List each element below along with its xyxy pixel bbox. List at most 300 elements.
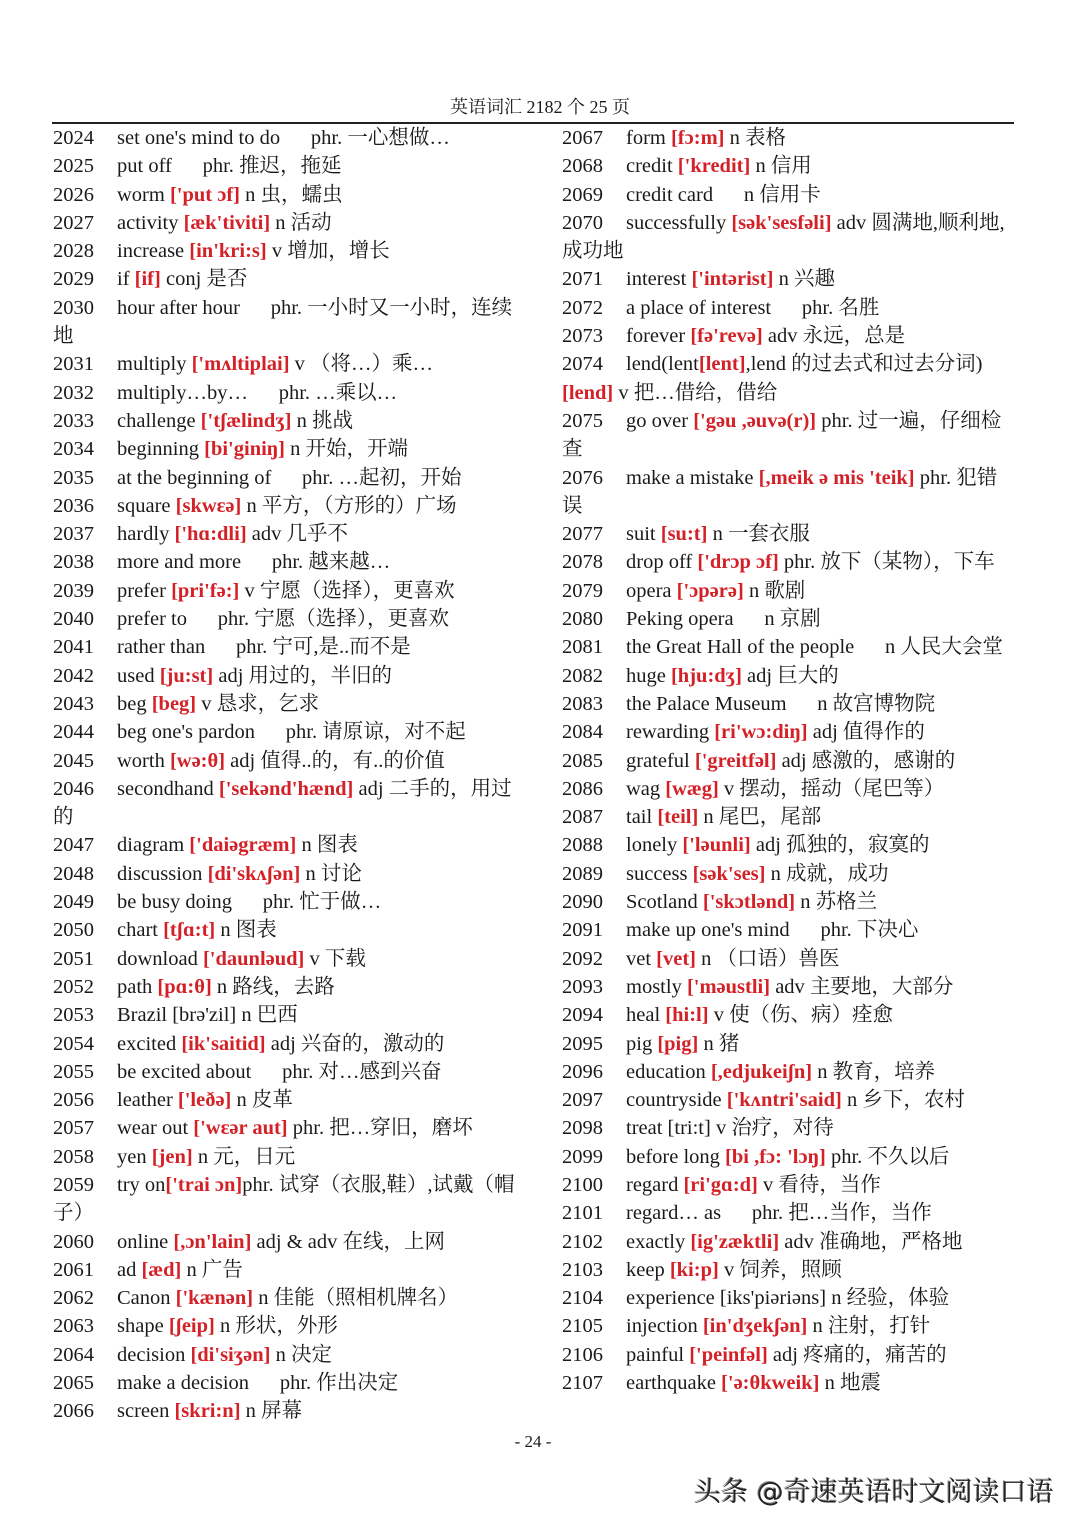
entry-definition: 作出决定 — [316, 1372, 399, 1395]
entry-definition: 故宫博物院 — [832, 692, 936, 715]
entry-word: increase — [117, 240, 185, 263]
entry-word: forever — [626, 325, 686, 348]
entry-word: grateful — [626, 749, 690, 772]
entry-definition: 圆满地,顺利地,成功地 — [562, 211, 1005, 263]
entry-phonetic: [ri'wɔ:diŋ] — [714, 721, 808, 744]
entry-definition: 图表 — [316, 834, 358, 857]
entry-number: 2096 — [562, 1060, 603, 1083]
entry-word: vet — [626, 947, 652, 970]
entry-definition: 使（伤、病）痊愈 — [729, 1004, 894, 1027]
entry-word: huge — [626, 664, 666, 687]
vocab-entry — [562, 1341, 1016, 1369]
vocab-entry — [562, 209, 1016, 266]
entry-part-of-speech: phr. — [751, 1202, 784, 1225]
entry-definition: 巨大的 — [777, 664, 839, 687]
entry-word: Peking opera — [626, 608, 734, 631]
entry-definition: 犯错误 — [562, 466, 998, 517]
entry-phonetic: ['kænən] — [175, 1287, 254, 1310]
entry-number: 2092 — [562, 947, 603, 970]
entry-part-of-speech: phr. — [262, 891, 295, 914]
vocab-entry — [562, 633, 1016, 661]
entry-word: excited — [117, 1032, 177, 1055]
entry-phonetic: [ik'saitid] — [181, 1032, 266, 1055]
entry-part-of-speech: n — [290, 438, 301, 461]
entry-definition: 几乎不 — [286, 523, 349, 546]
entry-part-of-speech: phr. — [217, 608, 250, 631]
vocab-entry — [562, 577, 1016, 605]
vocab-entry — [53, 945, 523, 973]
entry-word: hour after hour — [117, 296, 240, 319]
entry-definition: 挑战 — [311, 409, 353, 432]
vocab-entry — [53, 1397, 523, 1425]
entry-phonetic: ['wɛər aut] — [193, 1117, 288, 1140]
entry-phonetic: ['gəu ,əuvə(r)] — [693, 409, 817, 432]
entry-number: 2046 — [53, 777, 94, 800]
vocab-entry — [53, 379, 523, 407]
vocab-entry — [562, 1114, 1016, 1142]
entry-part-of-speech: phr. — [279, 1372, 312, 1395]
entry-phonetic: ['drɔp ɔf] — [697, 551, 779, 574]
entry-definition: 平方，（方形的）广场 — [261, 494, 457, 517]
entry-definition: （口语）兽医 — [716, 947, 840, 970]
entry-number: 2063 — [53, 1315, 94, 1338]
entry-part-of-speech: n — [778, 268, 789, 291]
vocab-entry — [562, 548, 1016, 576]
entry-definition: 一小时又一小时，连续地 — [53, 296, 513, 348]
entry-phonetic: [jen] — [151, 1145, 193, 1168]
vocab-entry — [562, 945, 1016, 973]
entry-definition: 广告 — [201, 1258, 243, 1281]
entry-word: challenge — [117, 409, 196, 432]
vocab-entry — [562, 124, 1016, 152]
entry-definition: …起初，开始 — [338, 466, 462, 489]
entry-word: make a mistake — [626, 466, 754, 489]
entry-phonetic: ['daunləud] — [202, 947, 305, 970]
entry-word: ad — [117, 1258, 137, 1281]
entry-word: successfully — [626, 211, 727, 234]
entry-phonetic: ['daiəgræm] — [189, 834, 297, 857]
entry-word: the Palace Museum — [626, 692, 787, 715]
entry-part-of-speech: phr. — [285, 721, 318, 744]
entry-part-of-speech: adv — [784, 1230, 814, 1253]
vocab-entry — [562, 1058, 1016, 1086]
entry-definition: 值得..的，有..的价值 — [260, 749, 445, 772]
entry-part-of-speech: phr. — [242, 1173, 274, 1196]
entry-part-of-speech: n — [831, 1287, 842, 1310]
entry-number: 2040 — [53, 608, 94, 631]
entry-part-of-speech: n — [216, 975, 228, 998]
entry-word: prefer to — [117, 608, 187, 631]
entry-word: before long — [626, 1145, 720, 1168]
entry-phonetic: [æd] — [141, 1258, 182, 1281]
entry-number: 2084 — [562, 721, 603, 744]
vocab-entry — [562, 860, 1016, 888]
entry-definition: 忙于做… — [299, 891, 382, 914]
entry-word: beginning — [117, 438, 199, 461]
entry-definition: 歌剧 — [764, 579, 806, 602]
entry-word: exactly — [626, 1230, 686, 1253]
entry-definition: 永远，总是 — [802, 325, 906, 348]
entry-phonetic: [tri:t] — [667, 1117, 711, 1140]
entry-part-of-speech: n — [824, 1372, 835, 1395]
entry-phonetic: [ri'gɑ:d] — [683, 1173, 758, 1196]
entry-word: if — [117, 268, 130, 291]
entry-word: path — [117, 975, 153, 998]
entry-definition: 对…感到兴奋 — [318, 1060, 442, 1083]
entry-number: 2048 — [53, 862, 94, 885]
entry-word: set one's mind to do — [117, 127, 281, 149]
entry-definition: 摆动，摇动（尾巴等） — [739, 777, 945, 800]
entry-part-of-speech: v — [618, 381, 629, 404]
entry-definition: 感激的，感谢的 — [811, 749, 956, 772]
entry-definition: 下决心 — [856, 919, 919, 942]
entry-word: mostly — [626, 975, 682, 998]
entry-word: rather than — [117, 636, 206, 659]
entry-part-of-speech: phr. — [801, 296, 834, 319]
entry-definition: 活动 — [290, 211, 332, 234]
entry-word: regard — [626, 1173, 679, 1196]
entry-number: 2027 — [53, 211, 94, 234]
entry-number: 2031 — [53, 353, 94, 376]
vocab-entry — [562, 1284, 1016, 1312]
entry-number: 2107 — [562, 1372, 603, 1395]
entry-definition: 地震 — [839, 1372, 881, 1395]
entry-part-of-speech: v — [271, 240, 283, 263]
entry-number: 2105 — [562, 1315, 603, 1338]
vocab-entry — [53, 209, 523, 237]
entry-definition: 人民大会堂 — [900, 636, 1003, 659]
entry-definition: 下载 — [324, 947, 366, 970]
entry-word: decision — [117, 1343, 186, 1366]
entry-number: 2082 — [562, 664, 603, 687]
entry-word: Scotland — [626, 891, 698, 914]
entry-phonetic: ['ləunli] — [682, 834, 751, 857]
entry-part-of-speech: n — [296, 409, 307, 432]
entry-word: credit — [626, 155, 673, 178]
entry-part-of-speech: n — [846, 1089, 858, 1112]
entry-definition: 开始，开端 — [305, 438, 409, 461]
entry-part-of-speech: phr. — [821, 409, 853, 432]
entry-word: form — [626, 127, 666, 149]
entry-definition: 把…当作，当作 — [788, 1202, 932, 1225]
entry-part-of-speech: adv — [836, 211, 867, 234]
entry-definition: 名胜 — [838, 296, 880, 319]
entry-number: 2071 — [562, 268, 603, 291]
entry-definition: 宁愿（选择），更喜欢 — [254, 608, 449, 631]
entry-phonetic: [bi'giniŋ] — [204, 438, 286, 461]
entry-phonetic: [su:t] — [660, 523, 708, 546]
vocab-entry — [53, 747, 523, 775]
vocab-entry — [562, 265, 1016, 293]
entry-number: 2055 — [53, 1060, 94, 1083]
entry-part-of-speech: n — [275, 211, 286, 234]
entry-definition: 信用卡 — [759, 183, 821, 206]
entry-word: a place of interest — [626, 296, 772, 319]
vocab-entry — [562, 1312, 1016, 1340]
entry-number: 2029 — [53, 268, 94, 291]
vocab-entry — [562, 775, 1016, 803]
entry-part-of-speech: phr. — [282, 1060, 314, 1083]
entry-definition: 在线，上网 — [342, 1230, 445, 1253]
entry-word: worm — [117, 183, 165, 206]
vocab-entry — [53, 633, 523, 661]
entry-number: 2026 — [53, 183, 94, 206]
entry-word: used — [117, 664, 155, 687]
vocab-entry — [53, 181, 523, 209]
entry-word: heal — [626, 1004, 661, 1027]
entry-word: education — [626, 1060, 706, 1083]
entry-phonetic: [wə:θ] — [169, 749, 226, 772]
entry-number: 2047 — [53, 834, 94, 857]
entry-definition: 饲养，照顾 — [739, 1258, 842, 1281]
vocab-entry — [562, 520, 1016, 548]
entry-phonetic: [ju:st] — [159, 664, 214, 687]
entry-phonetic: [wæg] — [665, 777, 719, 800]
entry-definition: 准确地，严格地 — [819, 1230, 963, 1253]
entry-number: 2081 — [562, 636, 603, 659]
vocab-entry — [53, 1256, 523, 1284]
entry-number: 2025 — [53, 155, 94, 178]
entry-phonetic: [ki:p] — [669, 1258, 719, 1281]
vocab-entry — [53, 1086, 523, 1114]
entry-number: 2061 — [53, 1258, 94, 1281]
entry-phonetic: ['kʌntri'said] — [726, 1089, 842, 1112]
entry-number: 2074 — [562, 353, 603, 376]
entry-phonetic: ['peinfəl] — [689, 1343, 768, 1366]
entry-number: 2049 — [53, 891, 94, 914]
entry-part-of-speech: n — [770, 862, 781, 885]
vocab-entry — [53, 831, 523, 859]
entry-part-of-speech: phr. — [820, 919, 852, 942]
page-header: 英语词汇 2182 个 25 页 — [450, 97, 630, 117]
entry-number: 2066 — [53, 1400, 94, 1423]
entry-phonetic: ['mʌltiplai] — [191, 353, 290, 376]
entry-number: 2060 — [53, 1230, 94, 1253]
entry-definition: 京剧 — [779, 608, 821, 631]
entry-number: 2028 — [53, 240, 94, 263]
entry-word: hardly — [117, 523, 170, 546]
entry-part-of-speech: n — [729, 127, 740, 149]
vocab-entry — [53, 294, 523, 351]
entry-definition: 越来越… — [308, 551, 391, 574]
entry-word: tail — [626, 806, 653, 829]
vocab-entry — [562, 973, 1016, 1001]
entry-word: credit card — [626, 183, 714, 206]
entry-definition: 决定 — [290, 1343, 332, 1366]
entry-part-of-speech: adj — [812, 721, 838, 744]
entry-number: 2030 — [53, 296, 94, 319]
vocab-entry — [53, 1001, 523, 1029]
entry-word: leather — [117, 1089, 173, 1112]
entry-number: 2094 — [562, 1004, 603, 1027]
entry-definition: （将…）乘… — [310, 353, 434, 376]
entry-number: 2089 — [562, 862, 603, 885]
entry-number: 2052 — [53, 975, 94, 998]
entry-phonetic: [fɔ:m] — [670, 127, 725, 149]
entry-definition: 是否 — [206, 268, 248, 291]
entry-definition: 苏格兰 — [815, 891, 878, 914]
entry-phonetic: [,meik ə mis 'teik] — [758, 466, 915, 489]
entry-number: 2097 — [562, 1089, 603, 1112]
entry-word: try on — [117, 1173, 166, 1196]
entry-number: 2053 — [53, 1004, 94, 1027]
entry-word: be excited about — [117, 1060, 252, 1083]
entry-number: 2057 — [53, 1117, 94, 1140]
entry-definition: 不久以后 — [867, 1145, 950, 1168]
entry-definition: 兴奋的，激动的 — [300, 1032, 445, 1055]
entry-definition: 看待，当作 — [778, 1173, 881, 1196]
entry-part-of-speech: n — [220, 919, 231, 942]
entry-word: countryside — [626, 1089, 722, 1112]
entry-part-of-speech: n — [246, 494, 257, 517]
entry-part-of-speech: n — [241, 1004, 252, 1027]
entry-phonetic: [brə'zil] — [172, 1004, 237, 1027]
entry-number: 2080 — [562, 608, 603, 631]
entry-number: 2103 — [562, 1258, 603, 1281]
entry-phonetic: ['put ɔf] — [169, 183, 240, 206]
entry-part-of-speech: adv — [767, 325, 798, 348]
entry-number: 2090 — [562, 891, 603, 914]
entry-part-of-speech: n — [197, 1145, 209, 1168]
entry-word: interest — [626, 268, 687, 291]
vocab-entry — [53, 520, 523, 548]
vocab-entry — [562, 1171, 1016, 1199]
entry-word: be busy doing — [117, 891, 233, 914]
entry-word: square — [117, 494, 171, 517]
entry-phonetic: [hi:l] — [665, 1004, 709, 1027]
entry-definition: 图表 — [235, 919, 277, 942]
entry-phonetic: ['tʃælindʒ] — [200, 409, 292, 432]
entry-part-of-speech: n — [701, 947, 712, 970]
entry-definition: 表格 — [744, 127, 786, 149]
vocab-entry — [562, 1030, 1016, 1058]
entry-word: lonely — [626, 834, 678, 857]
entry-part-of-speech: adj — [358, 777, 384, 800]
entry-definition: 讨论 — [320, 862, 362, 885]
entry-number: 2076 — [562, 466, 603, 489]
entry-part-of-speech: phr. — [270, 296, 303, 319]
entry-number: 2100 — [562, 1173, 603, 1196]
entry-phonetic: [pri'fə:] — [171, 579, 240, 602]
entry-phonetic: [teil] — [657, 806, 699, 829]
vocab-entry — [562, 1086, 1016, 1114]
entry-phonetic: [tʃɑ:t] — [163, 919, 216, 942]
entry-number: 2077 — [562, 523, 603, 546]
entry-phonetic: [sək'sesfəli] — [731, 211, 832, 234]
vocab-entry — [53, 1171, 523, 1228]
entry-definition: 放下（某物），下车 — [820, 551, 995, 574]
entry-number: 2035 — [53, 466, 94, 489]
entry-phonetic: [bi ,fɔ: 'lɔŋ] — [725, 1145, 826, 1168]
entry-part-of-speech: n — [305, 862, 316, 885]
entry-phonetic: [if] — [134, 268, 161, 291]
entry-phonetic: ['məustli] — [686, 975, 771, 998]
vocab-entry — [562, 152, 1016, 180]
vocab-entry — [562, 1256, 1016, 1284]
vocab-entry — [562, 464, 1016, 521]
entry-number: 2033 — [53, 409, 94, 432]
entry-definition: 恳求，乞求 — [216, 692, 320, 715]
entry-word: success — [626, 862, 688, 885]
entry-number: 2086 — [562, 777, 603, 800]
entry-phonetic: ['sekənd'hænd] — [218, 777, 354, 800]
vocab-entry — [53, 888, 523, 916]
entry-part-of-speech: conj — [165, 268, 202, 291]
entry-word: shape — [117, 1315, 164, 1338]
vocab-entry — [53, 973, 523, 1001]
entry-word: injection — [626, 1315, 698, 1338]
vocab-entry — [53, 237, 523, 265]
vocab-entry — [562, 181, 1016, 209]
entry-part-of-speech: n — [258, 1287, 269, 1310]
entry-phonetic: [lend] — [562, 381, 614, 404]
entry-definition: 增加，增长 — [287, 240, 390, 263]
vocab-entry — [562, 322, 1016, 350]
entry-definition: 过一遍，仔细检查 — [562, 409, 1002, 461]
entry-part-of-speech: adj — [230, 749, 256, 772]
entry-phonetic: ['trai ɔn] — [165, 1173, 243, 1196]
entry-definition: 推迟，拖延 — [239, 155, 342, 178]
entry-number: 2083 — [562, 692, 603, 715]
vocab-entry — [53, 464, 523, 492]
entry-definition: 路线，去路 — [232, 975, 335, 998]
entry-number: 2068 — [562, 155, 603, 178]
entry-word: beg — [117, 692, 147, 715]
entry-part-of-speech: n — [755, 155, 766, 178]
vocab-entry — [53, 1228, 523, 1256]
vocab-entry — [53, 350, 523, 378]
entry-definition: 形状，外形 — [235, 1315, 338, 1338]
entry-definition: 宁可,是..而不是 — [272, 636, 411, 659]
entry-word: screen — [117, 1400, 170, 1423]
vocab-entry — [53, 690, 523, 718]
entry-part-of-speech: v — [723, 777, 735, 800]
entry-number: 2051 — [53, 947, 94, 970]
entry-part-of-speech: phr. — [271, 551, 304, 574]
entry-definition: 请原谅，对不起 — [322, 721, 466, 744]
vocab-entry — [562, 747, 1016, 775]
entry-word: regard… as — [626, 1202, 722, 1225]
entry-number: 2039 — [53, 579, 94, 602]
vocab-entry — [562, 718, 1016, 746]
entry-part-of-speech: v — [309, 947, 320, 970]
entry-number: 2104 — [562, 1287, 603, 1310]
entry-word: put off — [117, 155, 172, 178]
entry-definition: 教育，培养 — [832, 1060, 936, 1083]
entry-part-of-speech: n — [743, 183, 755, 206]
vocab-entry — [562, 407, 1016, 464]
entry-phonetic: [beg] — [151, 692, 197, 715]
entry-word: more and more — [117, 551, 242, 574]
entry-phonetic: [lent] — [698, 353, 746, 376]
entry-number: 2070 — [562, 211, 603, 234]
entry-definition: 屏幕 — [261, 1400, 303, 1423]
entry-definition: 把…借给，借给 — [633, 381, 778, 404]
entry-part-of-speech: n — [817, 1060, 828, 1083]
entry-word: rewarding — [626, 721, 710, 744]
vocab-entry — [562, 662, 1016, 690]
entry-word: Brazil — [117, 1004, 168, 1027]
entry-number: 2078 — [562, 551, 603, 574]
entry-definition: 主要地，大部分 — [809, 975, 954, 998]
entry-part-of-speech: n — [301, 834, 312, 857]
vocab-entry — [562, 605, 1016, 633]
entry-word: keep — [626, 1258, 665, 1281]
entry-part-of-speech: n — [817, 692, 828, 715]
entry-part-of-speech: n — [703, 806, 714, 829]
entry-part-of-speech: adj — [218, 664, 244, 687]
entry-definition: 注射，打针 — [827, 1315, 931, 1338]
